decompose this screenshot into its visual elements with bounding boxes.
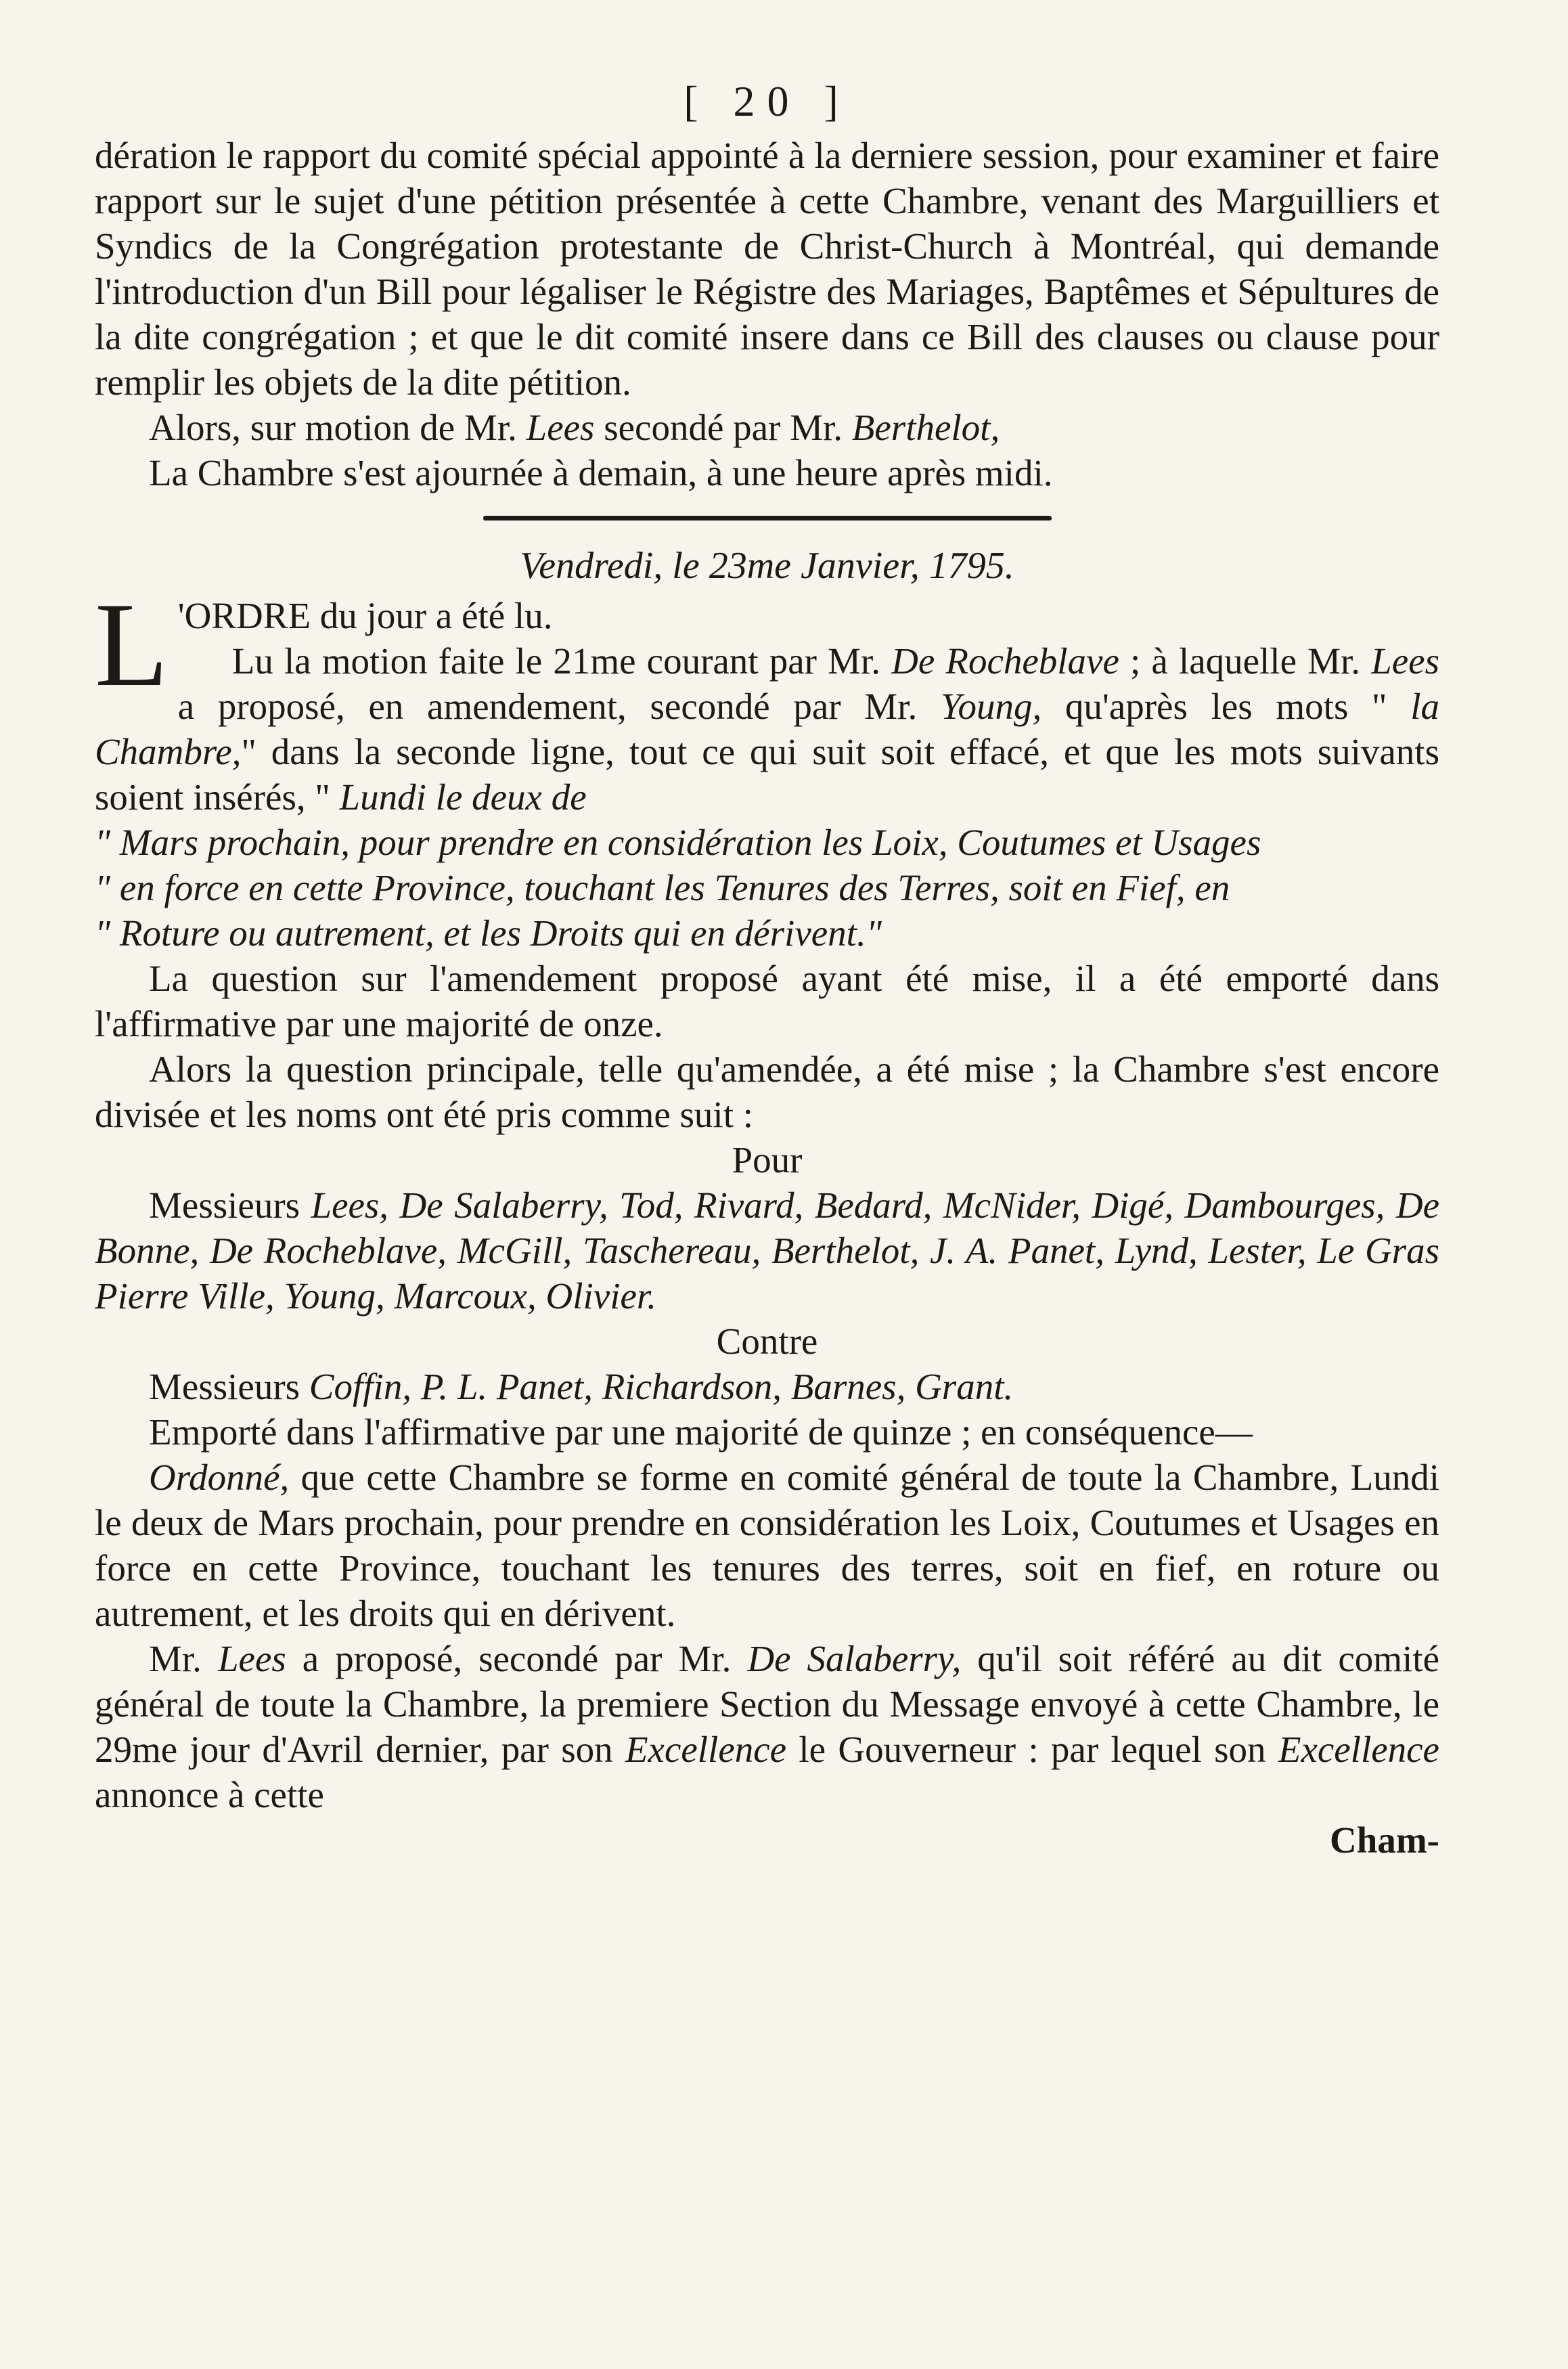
section-divider [483,516,1052,521]
document-body [95,133,1439,1863]
text-run: ; à laquelle Mr. [1119,640,1372,682]
title-word: Excellence [1278,1729,1439,1770]
quoted-text: " en force en cette Province, touchant les Tenures des Terres, soit en Fief, en [95,867,1230,908]
member-name: De Rocheblave [891,640,1119,682]
dateline-text: Vendredi, le 23me Janvier, 1795. [520,545,1014,587]
paragraph-continuation: dération le rapport du comité spécial appointé à la derniere session, pour examiner et faire rapport sur le sujet d'une pétition présentée à cette Chambre, venant des Marguilliers et Syndics de la Congrégation protestante de Christ-Church à Montréal, qui demande l'introduction d'un Bill pour légaliser le Régistre des Mariages, Baptêmes et Sépultures de la dite congrégation ; et que le dit comité insere dans ce Bill des clauses ou clause pour remplir les objets de la dite pétition. [95,135,1439,403]
quoted-words: la Chambre, [95,686,1439,772]
text-run: Alors, sur motion de Mr. [149,407,527,448]
catchword: Cham- [1330,1819,1439,1861]
text-run: 'ORDRE du jour a été lu. [177,595,553,636]
ordered-label: Ordonné, [149,1457,290,1498]
text-run: a proposé, en amendement, secondé par Mr. [177,686,941,727]
text-run: qu'après les mots " [1041,686,1411,727]
paragraph-carried: Emporté dans l'affirmative par une majorité de quinze ; en conséquence— [149,1411,1253,1453]
paragraph-amendment-result: La question sur l'amendement proposé ayant été mise, il a été emporté dans l'affirmative par une majorité de onze. [95,958,1439,1044]
member-name: Lees [217,1638,286,1679]
text-run: Messieurs [149,1366,309,1407]
text-run: le Gouverneur : par lequel son [786,1729,1278,1770]
text-run: annonce à cette [95,1774,324,1815]
page-header: [ 20 ] [684,77,851,125]
pour-list [95,1182,1439,1319]
dateline [95,544,1439,589]
paragraph-motion [95,405,1439,450]
text-run: qu'il soit référé au dit comité général de toute la Chambre, la premiere Section du Message envoyé à cette Chambre, le 29me jour d'Avril dernier, par son [95,1638,1439,1770]
text-run: " dans la seconde ligne, tout ce qui suit soit effacé, et que les mots suivants soient insérés, " [95,731,1439,818]
text-run: Mr. [149,1638,218,1679]
paragraph-ordered [95,1455,1439,1636]
paragraph-adjournment: La Chambre s'est ajournée à demain, à une heure après midi. [149,452,1053,493]
member-name: Young, [940,686,1042,727]
quoted-text: Lundi le deux de [339,776,587,818]
title-word: Excellence [625,1729,787,1770]
paragraph-main-question: Alors la question principale, telle qu'amendée, a été mise ; la Chambre s'est encore divisée et les noms ont été pris comme suit : [95,1048,1439,1135]
quote-line [95,865,1439,910]
quote-line [95,820,1439,865]
member-names: Coffin, P. L. Panet, Richardson, Barnes, Grant. [309,1366,1014,1407]
text-run: a proposé, secondé par Mr. [286,1638,748,1679]
quoted-text: " Mars prochain, pour prendre en considération les Loix, Coutumes et Usages [95,822,1261,863]
text-run: Lu la motion faite le 21me courant par Mr. [231,640,892,682]
member-name: Berthelot, [851,407,1000,448]
contre-heading: Contre [716,1321,818,1362]
quoted-text: " Roture ou autrement, et les Droits qui en dérivent." [95,912,882,954]
pour-heading: Pour [732,1139,803,1180]
text-run: secondé par Mr. [594,407,852,448]
paragraph-amendment [95,638,1439,820]
member-name: De Salaberry, [747,1638,962,1679]
member-name: Lees [1371,640,1439,682]
paragraph-referral [95,1636,1439,1817]
contre-list [95,1364,1439,1409]
text-run: que cette Chambre se forme en comité général de toute la Chambre, Lundi le deux de Mars prochain, pour prendre en considération les Loix, Coutumes et Usages en force en cette Province, touchant les tenures des terres, soit en fief, en roture ou autrement, et les droits qui en dérivent. [95,1457,1439,1634]
quote-line [95,910,1439,956]
drop-cap: L [95,577,169,711]
member-names: Lees, De Salaberry, Tod, Rivard, Bedard, McNider, Digé, Dambourges, De Bonne, De Rocheblave, McGill, Taschereau, Berthelot, J. A. Panet, Lynd, Lester, Le Gras Pierre Ville, Young, Marcoux, Olivier. [95,1184,1439,1316]
member-name: Lees [526,407,595,448]
text-run: Messieurs [149,1184,311,1226]
